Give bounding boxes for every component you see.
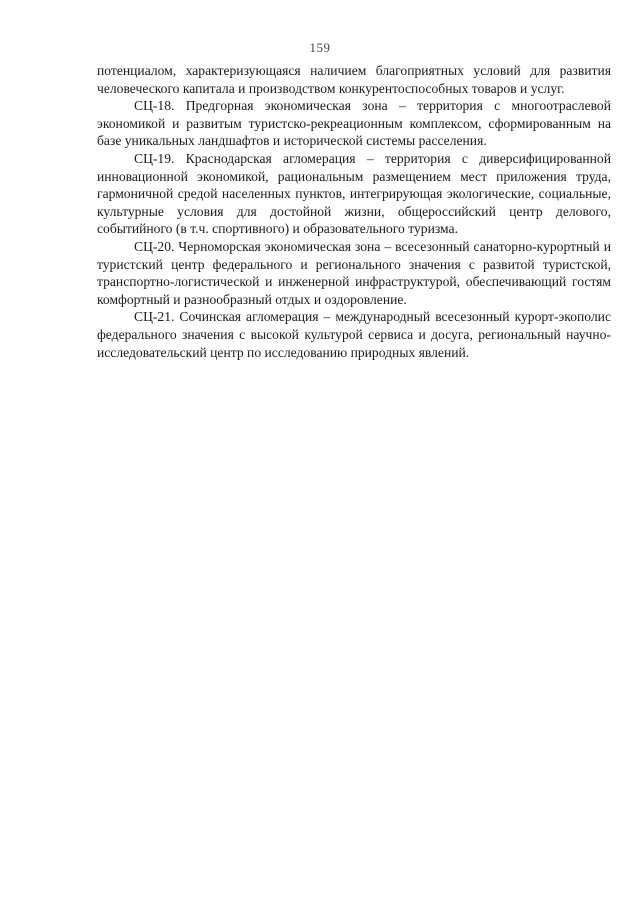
paragraph-sc-21: СЦ-21. Сочинская агломерация – международный всесезонный курорт-экополис федерального значения с высокой культурой сервиса и досуга, региональный научно-исследовательский центр по исследованию природных явлений. — [97, 309, 611, 360]
paragraph-sc-18: СЦ-18. Предгорная экономическая зона – территория с многоотраслевой экономикой и развитым туристско-рекреационным комплексом, сформированным на базе уникальных ландшафтов и исторической системы расселения. — [97, 98, 611, 149]
paragraph-sc-20: СЦ-20. Черноморская экономическая зона – всесезонный санаторно-курортный и туристский центр федерального и регионального значения с развитой туристской, транспортно-логистической и инженерной инфраструктурой, обеспечивающий гостям комфортный и разнообразный отдых и оздоровление. — [97, 238, 611, 307]
page-number: 159 — [309, 40, 331, 55]
paragraph-continuation: потенциалом, характеризующаяся наличием благоприятных условий для развития человеческого капитала и производством конкурентоспособных товаров и услуг. — [97, 63, 611, 96]
document-body — [97, 62, 611, 361]
paragraph-sc-19: СЦ-19. Краснодарская агломерация – территория с диверсифицированной инновационной экономикой, рациональным размещением мест приложения труда, гармоничной средой населенных пунктов, интегрирующая экологические, социальные, культурные условия для достойной жизни, общероссийский центр делового, событийного (в т.ч. спортивного) и образовательного туризма. — [97, 150, 611, 237]
